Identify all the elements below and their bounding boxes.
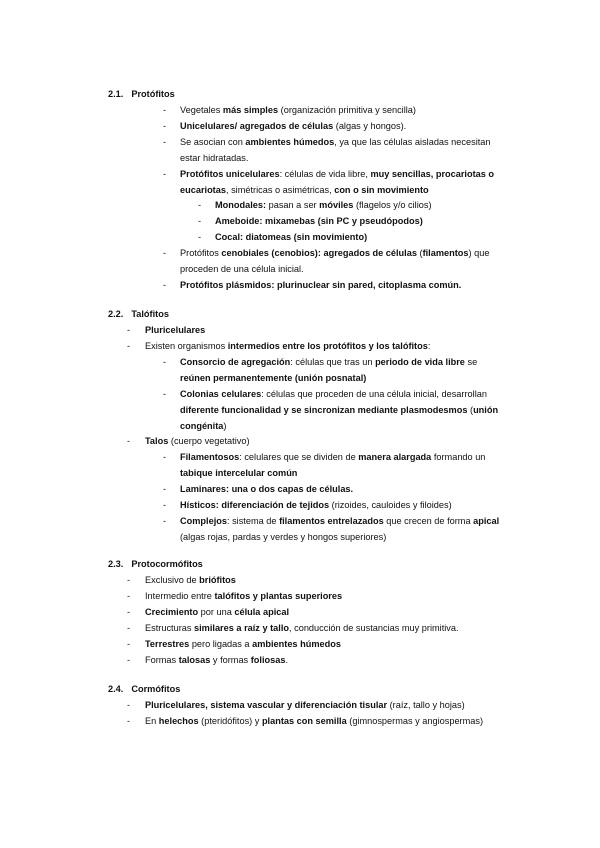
list-item-text: Estructuras similares a raíz y tallo, conducción de sustancias muy primitiva. (145, 623, 459, 633)
list-item-text: Talos (cuerpo vegetativo) (145, 436, 250, 446)
bullet-dash: - (163, 137, 167, 147)
bullet-dash: - (127, 639, 131, 649)
bullet-dash: - (127, 655, 131, 665)
list-item-text: Existen organismos intermedios entre los protófitos y los talófitos: (145, 341, 431, 351)
list-item-text: diferente funcionalidad y se sincronizan mediante plasmodesmos (unión (180, 405, 499, 415)
list-item-text: tabique intercelular común (180, 468, 298, 478)
list-item-text: Terrestres pero ligadas a ambientes húmedos (145, 639, 341, 649)
bullet-dash: - (198, 216, 202, 226)
bullet-dash: - (198, 232, 202, 242)
list-item-text: Protófitos unicelulares: células de vida libre, muy sencillas, procariotas o (180, 169, 495, 179)
bullet-dash: - (163, 169, 167, 179)
list-item-text: Laminares: una o dos capas de células. (180, 484, 354, 494)
section-title: Protocormófitos (131, 559, 203, 569)
list-item-text: Colonias celulares: células que proceden de una célula inicial, desarrollan (180, 389, 487, 399)
list-item-text: congénita) (180, 421, 227, 431)
list-item-text: Consorcio de agregación: células que tras un periodo de vida libre se (180, 357, 478, 367)
bullet-dash: - (163, 516, 167, 526)
list-item-text: Formas talosas y formas foliosas. (145, 655, 288, 665)
bullet-dash: - (127, 607, 131, 617)
section-heading (108, 87, 175, 103)
list-item-text: Pluricelulares (145, 325, 206, 335)
section-heading (108, 682, 180, 698)
section-number: 2.1. (108, 89, 124, 99)
list-item-text: Exclusivo de briófitos (145, 575, 236, 585)
list-item-text: Protófitos cenobiales (cenobios): agregados de células (filamentos) que (180, 248, 490, 258)
list-item-text: Cocal: diatomeas (sin movimiento) (215, 232, 368, 242)
list-item-text: Hísticos: diferenciación de tejidos (rizoides, cauloides y filoides) (180, 500, 452, 510)
section-number: 2.3. (108, 559, 124, 569)
bullet-dash: - (163, 500, 167, 510)
bullet-dash: - (163, 280, 167, 290)
bullet-dash: - (127, 716, 131, 726)
list-item-text: Pluricelulares, sistema vascular y diferenciación tisular (raíz, tallo y hojas) (145, 700, 465, 710)
bullet-dash: - (127, 700, 131, 710)
bullet-dash: - (198, 200, 202, 210)
list-item-text: eucariotas, simétricas o asimétricas, con o sin movimiento (180, 185, 429, 195)
bullet-dash: - (127, 341, 131, 351)
list-item-text: Complejos: sistema de filamentos entrelazados que crecen de forma apical (180, 516, 500, 526)
list-item-text: Ameboide: mixamebas (sin PC y pseudópodos) (215, 216, 423, 226)
section-number: 2.4. (108, 684, 124, 694)
list-item-text: Vegetales más simples (organización primitiva y sencilla) (180, 105, 416, 115)
bullet-dash: - (163, 452, 167, 462)
bullet-dash: - (127, 591, 131, 601)
bullet-dash: - (127, 325, 131, 335)
list-item-text: Intermedio entre talófitos y plantas superiores (145, 591, 343, 601)
bullet-dash: - (163, 357, 167, 367)
list-item-text: estar hidratadas. (180, 153, 249, 163)
bullet-dash: - (163, 105, 167, 115)
section-heading (108, 307, 169, 323)
list-item-text: En helechos (pteridófitos) y plantas con semilla (gimnospermas y angiospermas) (145, 716, 484, 726)
list-item-text: (algas rojas, pardas y verdes y hongos superiores) (180, 532, 387, 542)
list-item-text: Unicelulares/ agregados de células (algas y hongos). (180, 121, 407, 131)
section-title: Talófitos (131, 309, 169, 319)
list-item-text: proceden de una célula inicial. (180, 264, 304, 274)
bullet-dash: - (163, 389, 167, 399)
list-item-text: reúnen permanentemente (unión posnatal) (180, 373, 367, 383)
bullet-dash: - (127, 436, 131, 446)
list-item-text: Crecimiento por una célula apical (145, 607, 290, 617)
bullet-dash: - (163, 121, 167, 131)
bullet-dash: - (127, 623, 131, 633)
list-item-text: Filamentosos: celulares que se dividen de manera alargada formando un (180, 452, 486, 462)
bullet-dash: - (163, 248, 167, 258)
section-title: Cormófitos (131, 684, 181, 694)
list-item-text: Se asocian con ambientes húmedos, ya que las células aisladas necesitan (180, 137, 491, 147)
bullet-dash: - (127, 575, 131, 585)
section-number: 2.2. (108, 309, 124, 319)
bullet-dash: - (163, 484, 167, 494)
section-heading (108, 557, 203, 573)
list-item-text: Protófitos plásmidos: plurinuclear sin pared, citoplasma común. (180, 280, 462, 290)
list-item-text: Monodales: pasan a ser móviles (flagelos y/o cilios) (215, 200, 432, 210)
section-title: Protófitos (131, 89, 175, 99)
